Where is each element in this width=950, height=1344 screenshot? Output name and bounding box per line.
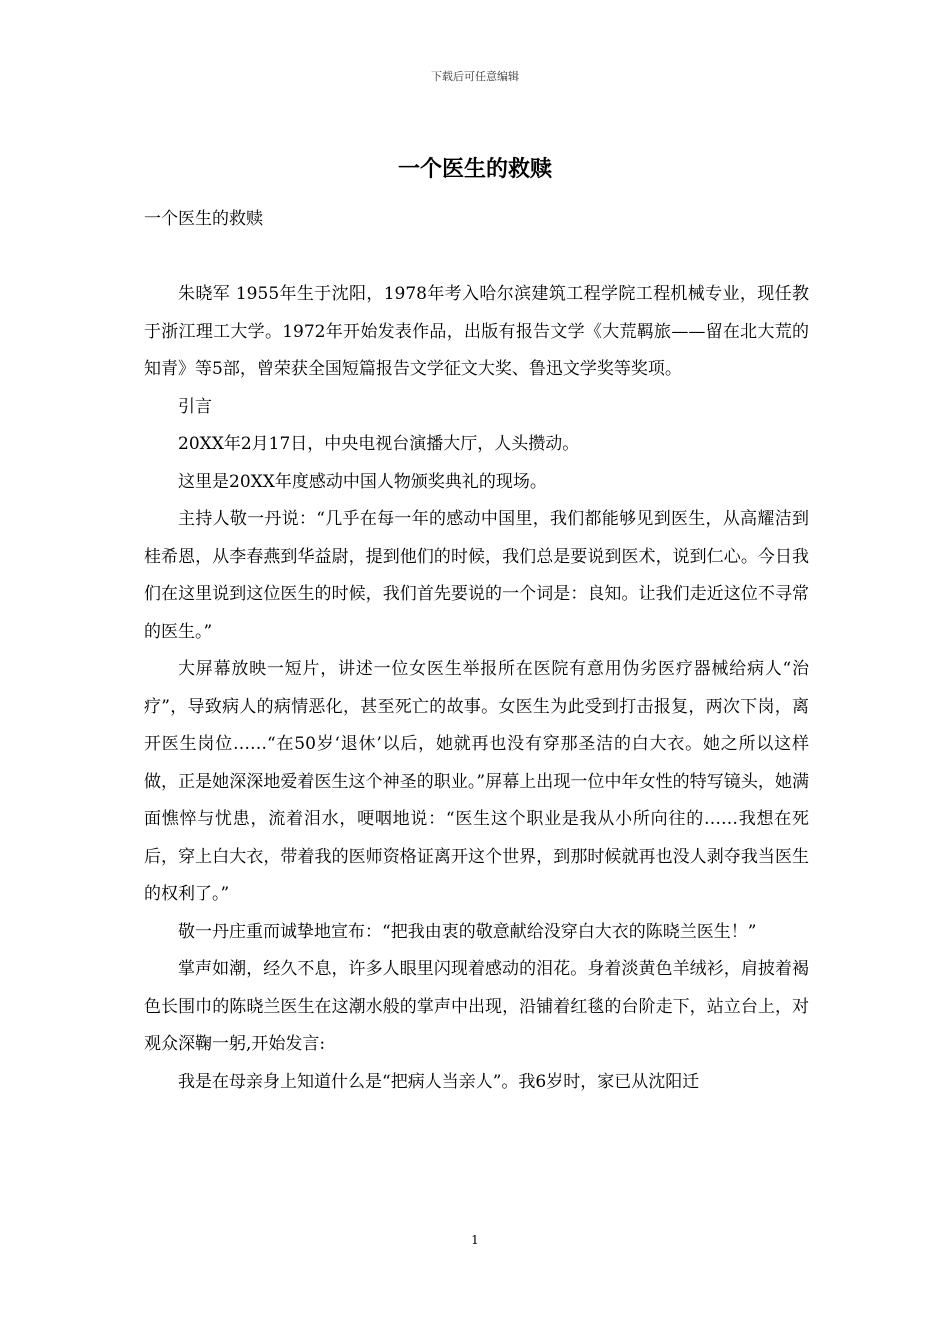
paragraph: 敬一丹庄重而诚挚地宣布：“把我由衷的敬意献给没穿白大衣的陈晓兰医生！” — [178, 921, 757, 942]
paragraph: 大屏幕放映一短片，讲述一位女医生举报所在医院有意用伪劣医疗器械给病人“治疗”，导致病人的病情恶化，甚至死亡的故事。女医生为此受到打击报复，两次下岗，离开医生岗位……“在50岁‘退休’以后，她就再也没有穿那圣洁的白大衣。她之所以这样做，正是她深深地爱着医生这个神圣的职业。”屏幕上出现一位中年女性的特写镜头，她满面憔悴与忧患，流着泪水，哽咽地说：“医生这个职业是我从小所向往的……我想在死后，穿上白大衣，带着我的医师资格证离开这个世界，到那时候就再也没人剥夺我当医生的权利了。” — [144, 659, 809, 904]
paragraph: 掌声如潮，经久不息，许多人眼里闪现着感动的泪花。身着淡黄色羊绒衫，肩披着褐色长围巾的陈晓兰医生在这潮水般的掌声中出现，沿铺着红毯的台阶走下，站立台上，对观众深鞠一躬,开始发言: — [144, 959, 809, 1054]
document-subtitle: 一个医生的救赎 — [144, 209, 263, 229]
paragraph: 主持人敬一丹说：“几乎在每一年的感动中国里，我们都能够见到医生，从高耀洁到桂希恩，从李春燕到华益尉，提到他们的时候，我们总是要说到医术，说到仁心。今日我们在这里说到这位医生的时候，我们首先要说的一个词是：良知。让我们走近这位不寻常的医生。” — [144, 509, 809, 642]
paragraph-preface-heading: 引言 — [178, 396, 212, 417]
paragraph-author-bio: 朱晓军 1955年生于沈阳，1978年考入哈尔滨建筑工程学院工程机械专业，现任教于浙江理工大学。1972年开始发表作品，出版有报告文学《大荒羁旅——留在北大荒的知青》等5部，曾荣获全国短篇报告文学征文大奖、鲁迅文学奖等奖项。 — [144, 284, 809, 379]
document-body — [144, 201, 809, 1101]
paragraph: 我是在母亲身上知道什么是“把病人当亲人”。我6岁时，家已从沈阳迁 — [178, 1071, 700, 1092]
document-title: 一个医生的救赎 — [397, 157, 552, 182]
header-note: 下载后可任意编辑 — [431, 70, 519, 83]
blank-line — [144, 239, 809, 277]
page-number: 1 — [471, 1233, 479, 1247]
paragraph: 这里是20XX年度感动中国人物颁奖典礼的现场。 — [178, 471, 547, 492]
paragraph: 20XX年2月17日，中央电视台演播大厅，人头攒动。 — [178, 434, 580, 454]
